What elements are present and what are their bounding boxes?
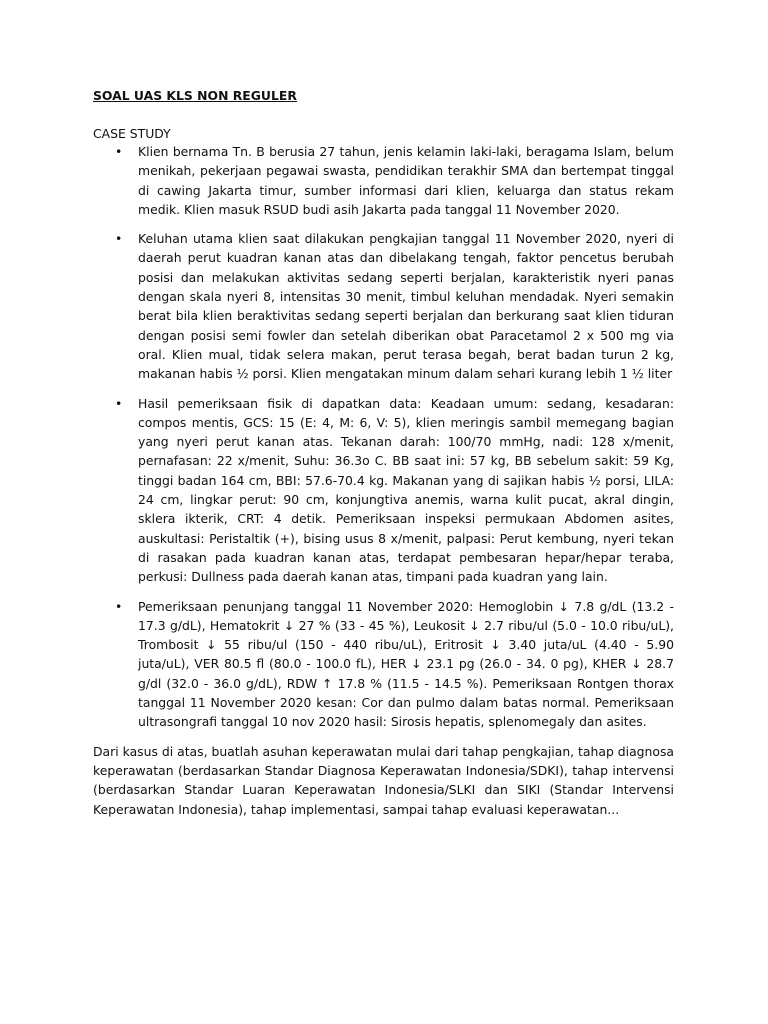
case-details-list xyxy=(93,142,674,732)
document-title: SOAL UAS KLS NON REGULER xyxy=(93,88,297,103)
list-item: • Hasil pemeriksaan fisik di dapatkan data: Keadaan umum: sedang, kesadaran: compos mentis, GCS: 15 (E: 4, M: 6, V: 5), klien meringis sambil memegang bagian yang nyeri perut kanan atas. Tekanan darah: 100/70 mmHg, nadi: 128 x/menit, pernafasan: 22 x/menit, Suhu: 36.3o C. BB saat ini: 57 kg, BB sebelum sakit: 59 Kg, tinggi badan 164 cm, BBI: 57.6-70.4 kg. Makanan yang di sajikan habis ½ porsi, LILA: 24 cm, lingkar perut: 90 cm, konjungtiva anemis, warna kulit pucat, akral dingin, sklera ikterik, CRT: 4 detik. Pemeriksaan inspeksi permukaan Abdomen asites, auskultasi: Peristaltik (+), bising usus 8 x/menit, palpasi: Perut kembung, nyeri tekan di rasakan pada kuadran kanan atas, terdapat pembesaran hepar/hepar teraba, perkusi: Dullness pada daerah kanan atas, timpani pada kuadran yang lain. xyxy=(93,394,674,587)
list-item: • Klien bernama Tn. B berusia 27 tahun, jenis kelamin laki-laki, beragama Islam, belum menikah, pekerjaan pegawai swasta, pendidikan terakhir SMA dan bertempat tinggal di cawing Jakarta timur, sumber informasi dari klien, keluarga dan status rekam medik. Klien masuk RSUD budi asih Jakarta pada tanggal 11 November 2020. xyxy=(93,142,674,219)
list-item: • Pemeriksaan penunjang tanggal 11 November 2020: Hemoglobin ↓ 7.8 g/dL (13.2 - 17.3 g/dL), Hematokrit ↓ 27 % (33 - 45 %), Leukosit ↓ 2.7 ribu/ul (5.0 - 10.0 ribu/uL), Trombosit ↓ 55 ribu/ul (150 - 440 ribu/uL), Eritrosit ↓ 3.40 juta/uL (4.40 - 5.90 juta/uL), VER 80.5 fl (80.0 - 100.0 fL), HER ↓ 23.1 pg (26.0 - 34. 0 pg), KHER ↓ 28.7 g/dl (32.0 - 36.0 g/dL), RDW ↑ 17.8 % (11.5 - 14.5 %). Pemeriksaan Rontgen thorax tanggal 11 November 2020 kesan: Cor dan pulmo dalam batas normal. Pemeriksaan ultrasongrafi tanggal 10 nov 2020 hasil: Sirosis hepatis, splenomegaly dan asites. xyxy=(93,597,674,732)
document-subtitle: CASE STUDY xyxy=(93,126,171,141)
list-item: • Keluhan utama klien saat dilakukan pengkajian tanggal 11 November 2020, nyeri di daerah perut kuadran kanan atas dan dibelakang tengah, faktor pencetus berubah posisi dan melakukan aktivitas sedang seperti berjalan, karakteristik nyeri panas dengan skala nyeri 8, intensitas 30 menit, timbul keluhan mendadak. Nyeri semakin berat bila klien beraktivitas sedang seperti berjalan dan berkurang saat klien tiduran dengan posisi semi fowler dan setelah diberikan obat Paracetamol 2 x 500 mg via oral. Klien mual, tidak selera makan, perut terasa begah, berat badan turun 2 kg, makanan habis ½ porsi. Klien mengatakan minum dalam sehari kurang lebih 1 ½ liter xyxy=(93,229,674,383)
closing-paragraph: Dari kasus di atas, buatlah asuhan keperawatan mulai dari tahap pengkajian, tahap diagnosa keperawatan (berdasarkan Standar Diagnosa Keperawatan Indonesia/SDKI), tahap intervensi (berdasarkan Standar Luaran Keperawatan Indonesia/SLKI dan SIKI (Standar Intervensi Keperawatan Indonesia), tahap implementasi, sampai tahap evaluasi keperawatan... xyxy=(93,743,675,817)
document-page xyxy=(93,87,674,819)
